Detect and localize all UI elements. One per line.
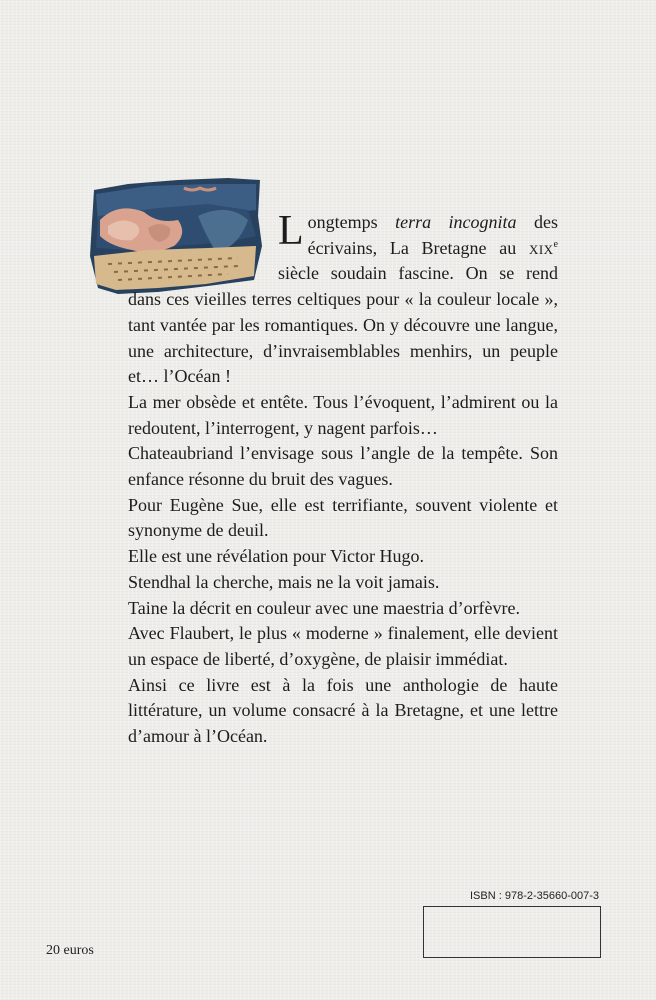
paragraph-conclusion: Ainsi ce livre est à la fois une anthologie de haute littérature, un volume consacré à la Bretagne, et une lettre d’amour à l’Océan. [128,674,558,747]
paragraph-sue: Pour Eugène Sue, elle est terrifiante, souvent violente et synonyme de deuil. [128,494,558,541]
image-wrap-spacer [128,208,278,285]
paragraph-chateaubriand: Chateaubriand l’envisage sous l’angle de la tempête. Son enfance résonne du bruit des vagues. [128,443,558,490]
paragraph-stendhal: Stendhal la cherche, mais ne la voit jamais. [128,571,440,592]
dropcap-letter: L [278,208,304,254]
paragraph-flaubert: Avec Flaubert, le plus « moderne » finalement, elle devient un espace de liberté, d’oxygène, de plaisir immédiat. [128,623,558,669]
back-cover-text [128,210,558,750]
italic-phrase: terra incognita [395,212,517,232]
paragraph-taine: Taine la décrit en couleur avec une maestria d’orfèvre. [128,597,521,618]
paragraph-sea: La mer obsède et entête. Tous l’évoquent, l’admirent ou la redoutent, l’interrogent, y nagent parfois… [128,391,558,438]
price-label: 20 euros [46,943,94,958]
barcode-area [423,906,601,958]
intro-paragraph: Longtemps terra incognita des écrivains, La Bretagne au xix$^e$ siècle soudain fascine. On se rend dans ces vieilles terres celtiques pour « la couleur locale », tant vantée par les romantiques. On y découvre une langue, une architecture, d’invraisemblables menhirs, un peuple et… l’Océan ! [128,208,559,387]
century-numeral: xix [528,237,554,258]
isbn-label: ISBN : 978-2-35660-007-3 [470,890,600,902]
paragraph-hugo: Elle est une révélation pour Victor Hugo. [128,546,425,567]
